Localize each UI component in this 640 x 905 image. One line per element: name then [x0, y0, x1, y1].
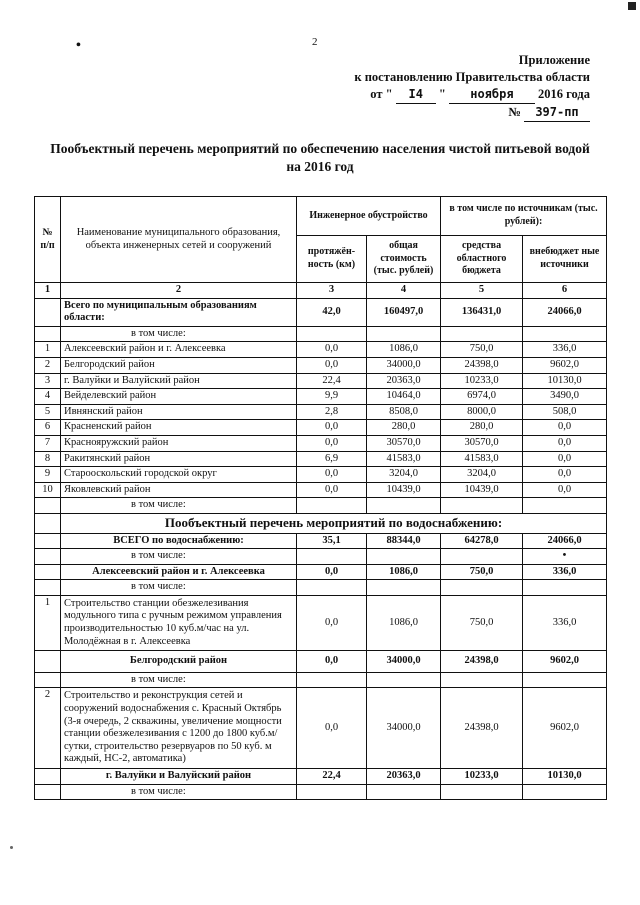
subtotal-length: 0,0: [297, 651, 367, 673]
date-month: ноября: [449, 86, 535, 104]
scan-dot-cell: •: [523, 549, 607, 565]
district-cost: 280,0: [367, 420, 441, 436]
district-num: 10: [35, 482, 61, 498]
subtotal-name: Алексеевский район и г. Алексеевка: [61, 564, 297, 580]
district-num: 8: [35, 451, 61, 467]
col-num-2: 2: [61, 283, 297, 299]
column-numbers-row: [35, 283, 607, 299]
including-row: [35, 580, 607, 596]
total-row: [35, 298, 607, 326]
district-name: Ивнянский район: [61, 404, 297, 420]
header-length: протяжён- ность (км): [297, 236, 367, 283]
district-num: 4: [35, 389, 61, 405]
project-name: Строительство и реконструкция сетей и сооружений водоснабжения с. Красный Октябрь (3-я очередь, 2 скважины, увеличение мощности станции обезжелезивания с 1200 до 1800 куб.м/сутки, строительство резервуаров по 50 куб. м каждый, НС-2, автоматика): [61, 688, 297, 769]
district-name: Старооскольский городской округ: [61, 467, 297, 483]
including-label: в том числе:: [61, 784, 297, 800]
col-num-4: 4: [367, 283, 441, 299]
document-number: 397-пп: [524, 104, 590, 122]
district-length: 0,0: [297, 467, 367, 483]
including-label: в том числе:: [61, 498, 297, 514]
date-year: 2016 года: [538, 87, 590, 101]
district-name: г. Валуйки и Валуйский район: [61, 373, 297, 389]
district-name: Красненский район: [61, 420, 297, 436]
date-day: I4: [396, 86, 436, 104]
including-row: [35, 326, 607, 342]
including-label: в том числе:: [61, 549, 297, 565]
project-offbudget: 336,0: [523, 595, 607, 650]
scan-dot-mark: •: [76, 38, 81, 53]
subtotal-cost: 34000,0: [367, 651, 441, 673]
district-cost: 20363,0: [367, 373, 441, 389]
district-row: [35, 451, 607, 467]
district-regional: 280,0: [441, 420, 523, 436]
district-name: Белгородский район: [61, 357, 297, 373]
water-total-cost: 88344,0: [367, 533, 441, 549]
including-label: в том числе:: [61, 672, 297, 688]
project-row: [35, 688, 607, 769]
subtotal-cost: 20363,0: [367, 769, 441, 785]
subtotal-cost: 1086,0: [367, 564, 441, 580]
district-offbudget: 508,0: [523, 404, 607, 420]
subtotal-name: Белгородский район: [61, 651, 297, 673]
subtotal-row-belgorod: [35, 651, 607, 673]
district-cost: 10464,0: [367, 389, 441, 405]
district-length: 0,0: [297, 342, 367, 358]
project-row: [35, 595, 607, 650]
including-label: в том числе:: [61, 326, 297, 342]
subtotal-length: 22,4: [297, 769, 367, 785]
project-regional: 750,0: [441, 595, 523, 650]
district-num: 7: [35, 435, 61, 451]
appendix-block: [320, 52, 590, 122]
water-total-regional: 64278,0: [441, 533, 523, 549]
corner-scan-mark: [628, 2, 636, 10]
district-cost: 34000,0: [367, 357, 441, 373]
total-offbudget: 24066,0: [523, 298, 607, 326]
district-name: Вейделевский район: [61, 389, 297, 405]
project-num: 1: [35, 595, 61, 650]
district-num: 3: [35, 373, 61, 389]
district-regional: 41583,0: [441, 451, 523, 467]
district-cost: 41583,0: [367, 451, 441, 467]
title-line-2: на 2016 год: [286, 159, 354, 174]
water-section-title: Пообъектный перечень мероприятий по водоснабжению:: [61, 513, 607, 533]
including-row: [35, 672, 607, 688]
water-total-name: ВСЕГО по водоснабжению:: [61, 533, 297, 549]
district-offbudget: 10130,0: [523, 373, 607, 389]
col-num-3: 3: [297, 283, 367, 299]
total-regional: 136431,0: [441, 298, 523, 326]
district-row: [35, 482, 607, 498]
document-title: [20, 140, 620, 176]
district-num: 1: [35, 342, 61, 358]
subtotal-regional: 24398,0: [441, 651, 523, 673]
district-row: [35, 373, 607, 389]
district-offbudget: 0,0: [523, 467, 607, 483]
district-num: 2: [35, 357, 61, 373]
col-num-6: 6: [523, 283, 607, 299]
district-offbudget: 336,0: [523, 342, 607, 358]
measures-table: [34, 196, 607, 800]
project-cost: 1086,0: [367, 595, 441, 650]
district-offbudget: 3490,0: [523, 389, 607, 405]
district-num: 5: [35, 404, 61, 420]
appendix-date: [320, 86, 590, 104]
district-length: 0,0: [297, 357, 367, 373]
appendix-title: Приложение: [518, 53, 590, 67]
header-name: Наименование муниципального образования, объекта инженерных сетей и сооружений: [61, 197, 297, 283]
scan-speck: [10, 846, 13, 849]
district-cost: 1086,0: [367, 342, 441, 358]
date-mid: ": [438, 87, 446, 101]
district-length: 0,0: [297, 435, 367, 451]
district-rows: [35, 342, 607, 498]
water-section-row: [35, 513, 607, 533]
district-name: Яковлевский район: [61, 482, 297, 498]
district-row: [35, 342, 607, 358]
project-regional: 24398,0: [441, 688, 523, 769]
district-length: 6,9: [297, 451, 367, 467]
district-name: Ракитянский район: [61, 451, 297, 467]
district-length: 2,8: [297, 404, 367, 420]
district-row: [35, 467, 607, 483]
district-regional: 8000,0: [441, 404, 523, 420]
water-total-offbudget: 24066,0: [523, 533, 607, 549]
appendix-resolution: к постановлению Правительства области: [354, 70, 590, 84]
subtotal-row-alekseevka: [35, 564, 607, 580]
including-row: [35, 784, 607, 800]
title-line-1: Пообъектный перечень мероприятий по обеспечению населения чистой питьевой водой: [50, 141, 590, 156]
subtotal-name: г. Валуйки и Валуйский район: [61, 769, 297, 785]
col-num-1: 1: [35, 283, 61, 299]
district-row: [35, 389, 607, 405]
header-regional: средства областного бюджета: [441, 236, 523, 283]
appendix-number: [320, 104, 590, 122]
header-row-1: [35, 197, 607, 236]
district-regional: 30570,0: [441, 435, 523, 451]
district-offbudget: 0,0: [523, 482, 607, 498]
district-regional: 10233,0: [441, 373, 523, 389]
project-length: 0,0: [297, 595, 367, 650]
project-name: Строительство станции обезжелезивания модульного типа с ручным режимом управления производительностью 10 куб.м/час на ул. Молодёжная в г. Алексеевка: [61, 595, 297, 650]
district-offbudget: 9602,0: [523, 357, 607, 373]
subtotal-offbudget: 10130,0: [523, 769, 607, 785]
district-row: [35, 435, 607, 451]
header-num: № п/п: [35, 197, 61, 283]
page-number: 2: [312, 36, 318, 48]
subtotal-row-valuyki: [35, 769, 607, 785]
total-name: Всего по муниципальным образованиям области:: [61, 298, 297, 326]
district-row: [35, 420, 607, 436]
project-offbudget: 9602,0: [523, 688, 607, 769]
subtotal-regional: 10233,0: [441, 769, 523, 785]
subtotal-offbudget: 9602,0: [523, 651, 607, 673]
district-cost: 3204,0: [367, 467, 441, 483]
subtotal-length: 0,0: [297, 564, 367, 580]
district-row: [35, 357, 607, 373]
subtotal-regional: 750,0: [441, 564, 523, 580]
water-total-row: [35, 533, 607, 549]
district-num: 9: [35, 467, 61, 483]
col-num-5: 5: [441, 283, 523, 299]
district-cost: 30570,0: [367, 435, 441, 451]
district-name: Алексеевский район и г. Алексеевка: [61, 342, 297, 358]
header-cost: общая стоимость (тыс. рублей): [367, 236, 441, 283]
district-length: 22,4: [297, 373, 367, 389]
including-row: [35, 498, 607, 514]
district-offbudget: 0,0: [523, 451, 607, 467]
district-length: 0,0: [297, 420, 367, 436]
district-regional: 10439,0: [441, 482, 523, 498]
project-cost: 34000,0: [367, 688, 441, 769]
water-total-length: 35,1: [297, 533, 367, 549]
subtotal-offbudget: 336,0: [523, 564, 607, 580]
district-regional: 24398,0: [441, 357, 523, 373]
district-length: 0,0: [297, 482, 367, 498]
header-offbudget: внебюджет ные источники: [523, 236, 607, 283]
district-cost: 10439,0: [367, 482, 441, 498]
total-length: 42,0: [297, 298, 367, 326]
date-prefix: от ": [370, 87, 393, 101]
district-row: [35, 404, 607, 420]
total-cost: 160497,0: [367, 298, 441, 326]
district-cost: 8508,0: [367, 404, 441, 420]
number-prefix: №: [508, 105, 521, 119]
including-row: [35, 549, 607, 565]
district-regional: 750,0: [441, 342, 523, 358]
district-offbudget: 0,0: [523, 435, 607, 451]
header-sources: в том числе по источникам (тыс. рублей):: [441, 197, 607, 236]
project-num: 2: [35, 688, 61, 769]
district-offbudget: 0,0: [523, 420, 607, 436]
district-regional: 6974,0: [441, 389, 523, 405]
district-length: 9,9: [297, 389, 367, 405]
district-name: Краснояружский район: [61, 435, 297, 451]
project-length: 0,0: [297, 688, 367, 769]
district-num: 6: [35, 420, 61, 436]
header-engineering: Инженерное обустройство: [297, 197, 441, 236]
including-label: в том числе:: [61, 580, 297, 596]
district-regional: 3204,0: [441, 467, 523, 483]
